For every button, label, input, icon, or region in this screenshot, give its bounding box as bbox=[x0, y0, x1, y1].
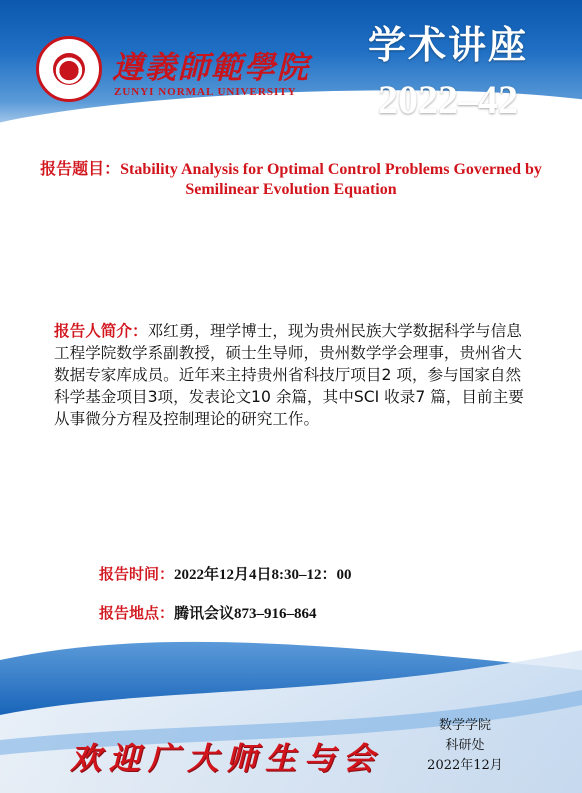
poster-date: 2022年12月 bbox=[427, 758, 503, 773]
university-name-en: ZUNYI NORMAL UNIVERSITY bbox=[114, 86, 297, 98]
place-value: 腾讯会议873–916–864 bbox=[174, 606, 317, 622]
speaker-label: 报告人简介： bbox=[54, 322, 148, 340]
lecture-title-block bbox=[338, 22, 558, 124]
organizer-signature bbox=[400, 716, 530, 776]
report-time bbox=[99, 563, 352, 584]
place-label: 报告地点： bbox=[99, 606, 175, 622]
welcome-slogan: 欢迎广大师生与会 bbox=[70, 741, 382, 777]
university-name-cn: 遵義師範學院 bbox=[112, 50, 310, 86]
lecture-number: 2022–42 bbox=[378, 77, 518, 122]
university-logo bbox=[28, 30, 310, 110]
topic-text: Stability Analysis for Optimal Control Problems Governed by Semilinear Evolution Equation bbox=[120, 161, 542, 198]
organizer-research-office: 科研处 bbox=[445, 738, 485, 753]
speaker-bio-text: 邓红勇，理学博士，现为贵州民族大学数据科学与信息工程学院数学系副教授，硕士生导师，贵州数学学会理事，贵州省大数据专家库成员。近年来主持贵州省科技厅项目2 项，参与国家自然科学基金项目3项，发表论文10 余篇，其中SCI 收录7 篇，目前主要从事微分方程及控制理论的研究工作。 bbox=[54, 322, 524, 428]
report-place bbox=[99, 602, 317, 623]
lecture-title: 学术讲座 bbox=[367, 22, 528, 67]
time-label: 报告时间： bbox=[99, 567, 175, 583]
university-emblem-icon bbox=[36, 36, 102, 102]
time-value: 2022年12月4日8:30–12：00 bbox=[174, 567, 352, 583]
speaker-bio bbox=[54, 320, 536, 430]
topic-label: 报告题目： bbox=[40, 161, 121, 178]
report-topic bbox=[30, 160, 552, 200]
organizer-math-school: 数学学院 bbox=[438, 718, 491, 733]
